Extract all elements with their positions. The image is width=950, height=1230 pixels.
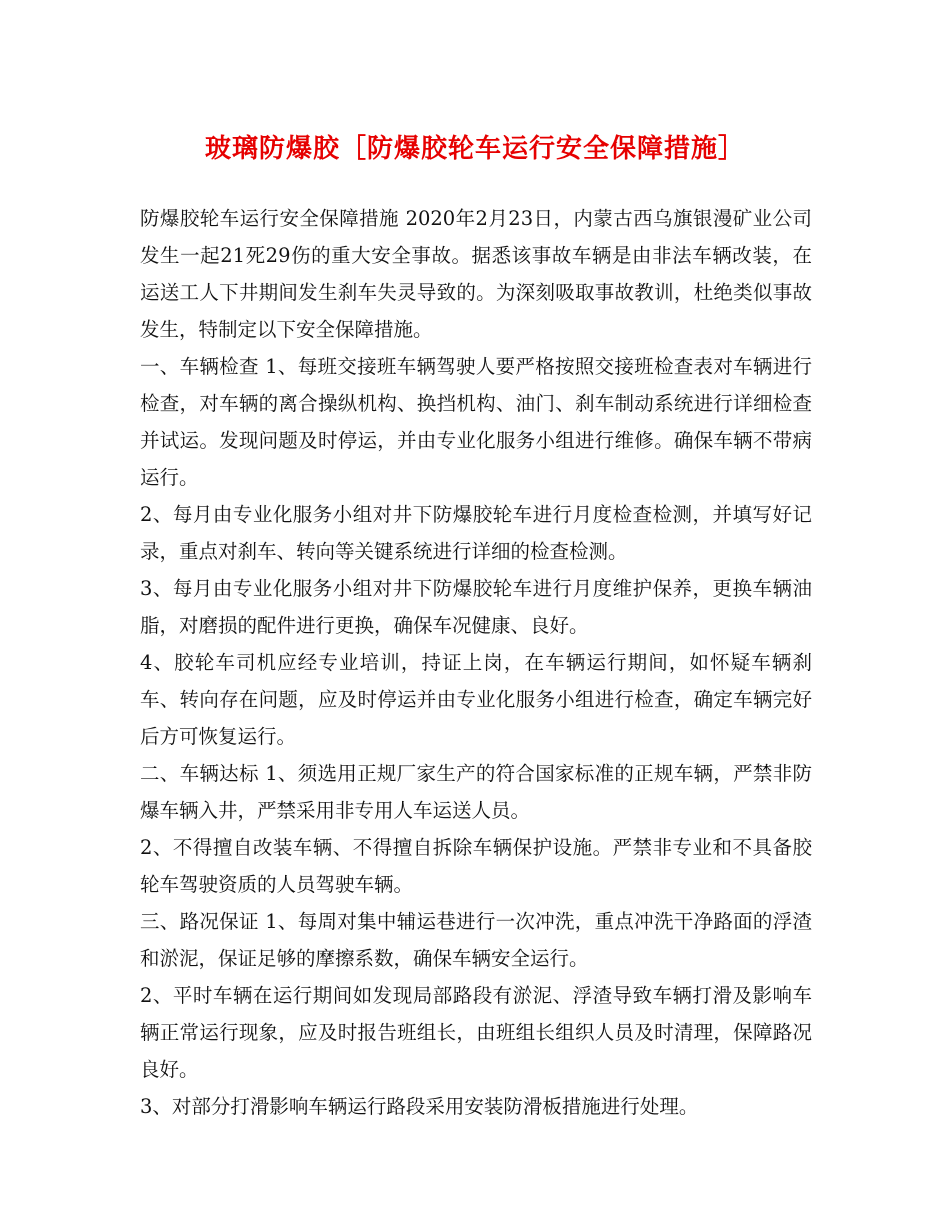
paragraph-vehicle-check-4: 4、胶轮车司机应经专业培训，持证上岗，在车辆运行期间，如怀疑车辆刹车、转向存在问题，应及时停运并由专业化服务小组进行检查，确定车辆完好后方可恢复运行。 (140, 651, 812, 748)
paragraph-vehicle-check-3: 3、每月由专业化服务小组对井下防爆胶轮车进行月度维护保养，更换车辆油脂，对磨损的配件进行更换，确保车况健康、良好。 (140, 577, 812, 637)
paragraph-vehicle-standard-2: 2、不得擅自改装车辆、不得擅自拆除车辆保护设施。严禁非专业和不具备胶轮车驾驶资质的人员驾驶车辆。 (140, 836, 812, 896)
paragraph-vehicle-check-1: 一、车辆检查 1、每班交接班车辆驾驶人要严格按照交接班检查表对车辆进行检查，对车辆的离合操纵机构、换挡机构、油门、刹车制动系统进行详细检查并试运。发现问题及时停运，并由专业化服务小组进行维修。确保车辆不带病运行。 (140, 355, 812, 489)
document-body (140, 200, 812, 1125)
paragraph-intro: 防爆胶轮车运行安全保障措施 2020年2月23日，内蒙古西乌旗银漫矿业公司发生一起21死29伤的重大安全事故。据悉该事故车辆是由非法车辆改装，在运送工人下井期间发生刹车失灵导致的。为深刻吸取事故教训，杜绝类似事故发生，特制定以下安全保障措施。 (140, 207, 812, 341)
paragraph-road-condition-3: 3、对部分打滑影响车辆运行路段采用安装防滑板措施进行处理。 (140, 1095, 699, 1118)
paragraph-road-condition-1: 三、路况保证 1、每周对集中辅运巷进行一次冲洗，重点冲洗干净路面的浮渣和淤泥，保证足够的摩擦系数，确保车辆安全运行。 (140, 910, 812, 970)
paragraph-vehicle-check-2: 2、每月由专业化服务小组对井下防爆胶轮车进行月度检查检测，并填写好记录，重点对刹车、转向等关键系统进行详细的检查检测。 (140, 503, 812, 563)
document-title: 玻璃防爆胶［防爆胶轮车运行安全保障措施］ (204, 134, 745, 164)
paragraph-vehicle-standard-1: 二、车辆达标 1、须选用正规厂家生产的符合国家标准的正规车辆，严禁非防爆车辆入井，严禁采用非专用人车运送人员。 (140, 762, 812, 822)
paragraph-road-condition-2: 2、平时车辆在运行期间如发现局部路段有淤泥、浮渣导致车辆打滑及影响车辆正常运行现象，应及时报告班组长，由班组长组织人员及时清理，保障路况良好。 (140, 984, 812, 1081)
